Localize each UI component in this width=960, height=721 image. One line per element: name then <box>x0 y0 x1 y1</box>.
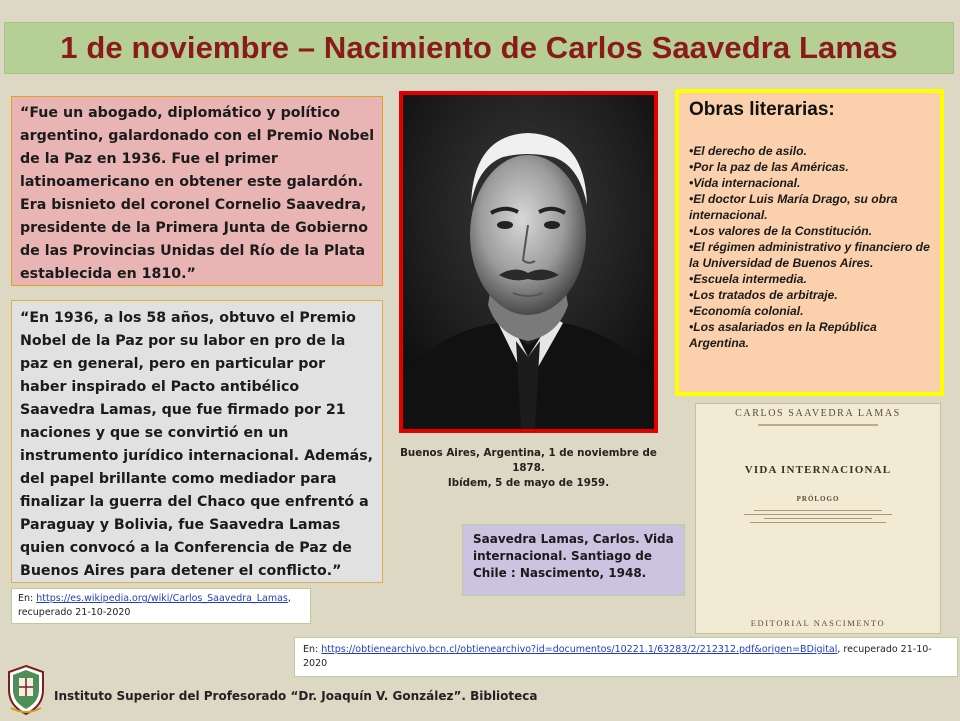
reference-prefix: En: <box>303 644 322 655</box>
list-item: •El régimen administrativo y financiero de la Universidad de Buenos Aires. <box>689 240 930 270</box>
list-item: •El doctor Luis María Drago, su obra internacional. <box>689 192 898 222</box>
wikipedia-reference <box>11 588 311 624</box>
list-item: •Los tratados de arbitraje. <box>689 288 838 302</box>
list-item: •Los valores de la Constitución. <box>689 224 872 238</box>
list-item: •Vida internacional. <box>689 176 801 190</box>
list-item: •Los asalariados en la República Argentina. <box>689 320 877 350</box>
footer-institution: Instituto Superior del Profesorado “Dr. Joaquín V. González”. Biblioteca <box>54 689 538 703</box>
literary-works-title: Obras literarias: <box>689 99 835 120</box>
reference-suffix: , recuperado 21-10-2020 <box>18 593 291 618</box>
literary-works-list <box>689 143 930 351</box>
bcn-link[interactable]: https://obtienearchivo.bcn.cl/obtienearchivo?id=documentos/10221.1/63283/2/212312.pdf&origen=BDigital <box>321 644 838 655</box>
literary-works-box <box>675 89 944 396</box>
book-publisher: EDITORIAL NASCIMENTO <box>750 618 886 628</box>
nobel-quote: “En 1936, a los 58 años, obtuvo el Premio Nobel de la Paz por su labor en pro de la paz en general, pero en particular por haber inspirado el Pacto antibélico Saavedra Lamas, que fue firmado por 21 naciones y que se convirtió en un instrumento jurídico internacional. Además, del papel brillante como mediador para finalizar la guerra del Chaco que enfrentó a Paraguay y Bolivia, fue Saavedra Lamas quien convocó a la Conferencia de Paz de Buenos Aires para detener el conflicto.” <box>11 300 383 583</box>
book-cover-image <box>695 403 941 634</box>
title-bar <box>4 22 954 74</box>
list-item: •El derecho de asilo. <box>689 144 807 158</box>
list-item: •Economía colonial. <box>689 304 804 318</box>
bcn-reference <box>294 637 958 677</box>
book-prologue-details <box>744 507 892 531</box>
book-prologue-label: PRÓLOGO <box>796 495 840 503</box>
book-citation: Saavedra Lamas, Carlos. Vida internacional. Santiago de Chile : Nascimento, 1948. <box>462 524 685 596</box>
book-author-subtitle-lines <box>758 424 878 426</box>
portrait-caption <box>386 446 671 491</box>
portrait-illustration <box>403 95 654 429</box>
portrait-photo <box>399 91 658 433</box>
birth-caption: Buenos Aires, Argentina, 1 de noviembre de 1878. <box>400 447 657 474</box>
death-caption: Ibídem, 5 de mayo de 1959. <box>447 477 610 489</box>
wikipedia-link[interactable]: https://es.wikipedia.org/wiki/Carlos_Saavedra_Lamas <box>36 593 288 604</box>
reference-suffix: , recuperado 21-10-2020 <box>303 644 932 669</box>
book-author: CARLOS SAAVEDRA LAMAS <box>735 408 901 419</box>
institute-logo <box>5 664 47 716</box>
reference-prefix: En: <box>18 593 37 604</box>
institute-crest-icon <box>5 664 47 716</box>
page-title: 1 de noviembre – Nacimiento de Carlos Saavedra Lamas <box>60 30 898 65</box>
book-title: VIDA INTERNACIONAL <box>744 464 892 476</box>
list-item: •Por la paz de las Américas. <box>689 160 849 174</box>
biography-quote: “Fue un abogado, diplomático y político argentino, galardonado con el Premio Nobel de la Paz en 1936. Fue el primer latinoamericano en obtener este galardón. Era bisnieto del coronel Cornelio Saavedra, presidente de la Primera Junta de Gobierno de las Provincias Unidas del Río de la Plata establecida en 1810.” <box>11 96 383 286</box>
list-item: •Escuela intermedia. <box>689 272 807 286</box>
